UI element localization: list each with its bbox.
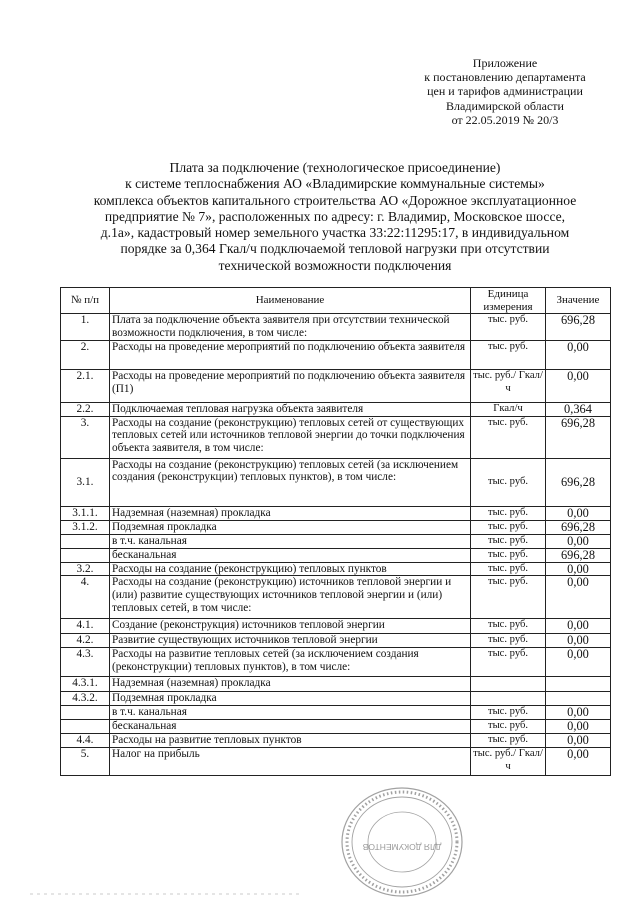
title-line: порядке за 0,364 Гкал/ч подключаемой тепловой нагрузки при отсутствии bbox=[120, 241, 550, 257]
appendix-line: цен и тарифов администрации bbox=[427, 84, 583, 99]
table-row bbox=[61, 676, 611, 691]
row-unit: тыс. руб. bbox=[471, 341, 546, 370]
row-num: 4.3. bbox=[61, 647, 110, 676]
table-row bbox=[61, 416, 611, 458]
scan-artifact-line bbox=[0, 890, 640, 900]
row-num: 2.2. bbox=[61, 403, 110, 417]
row-value: 0,00 bbox=[546, 341, 611, 370]
table-row bbox=[61, 562, 611, 576]
row-unit bbox=[471, 691, 546, 705]
appendix-line: Приложение bbox=[472, 56, 538, 70]
title-line: к системе теплоснабжения АО «Владимирские коммунальные системы» bbox=[125, 176, 545, 192]
row-name: в т.ч. канальная bbox=[110, 534, 471, 548]
row-unit: Гкал/ч bbox=[471, 403, 546, 417]
row-num bbox=[61, 534, 110, 548]
row-num: 4.2. bbox=[61, 634, 110, 648]
row-name: Расходы на создание (реконструкцию) источников тепловой энергии и (или) развитие существующих источников тепловой энергии и (или) тепловых сетей, в том числе: bbox=[110, 576, 471, 619]
table-row bbox=[61, 403, 611, 417]
row-value: 0,00 bbox=[546, 705, 611, 719]
row-value: 0,00 bbox=[546, 619, 611, 634]
row-unit: тыс. руб. bbox=[471, 719, 546, 733]
row-unit: тыс. руб. bbox=[471, 576, 546, 619]
table-row bbox=[61, 506, 611, 520]
table-row bbox=[61, 691, 611, 705]
table-row bbox=[61, 458, 611, 506]
row-value: 0,00 bbox=[546, 747, 611, 775]
row-unit: тыс. руб. bbox=[471, 416, 546, 458]
row-name: бесканальная bbox=[110, 719, 471, 733]
title-line: предприятие № 7», расположенных по адресу: г. Владимир, Московское шоссе, bbox=[104, 208, 566, 224]
table-row bbox=[61, 747, 611, 775]
row-unit: тыс. руб. bbox=[471, 458, 546, 506]
row-unit: тыс. руб. bbox=[471, 506, 546, 520]
row-num: 4.4. bbox=[61, 733, 110, 747]
table-row bbox=[61, 341, 611, 370]
appendix-line: к постановлению департамента bbox=[424, 70, 586, 85]
row-unit: тыс. руб. bbox=[471, 520, 546, 534]
row-name: Плата за подключение объекта заявителя при отсутствии технической возможности подключения, в том числе: bbox=[110, 314, 471, 341]
title-line: комплекса объектов капитального строительства АО «Дорожное эксплуатационное bbox=[93, 192, 577, 208]
row-num bbox=[61, 719, 110, 733]
row-num: 3.2. bbox=[61, 562, 110, 576]
row-num: 4. bbox=[61, 576, 110, 619]
appendix-line: от 22.05.2019 № 20/3 bbox=[451, 112, 559, 127]
header-unit: Единица измерения bbox=[471, 288, 546, 314]
table-row bbox=[61, 520, 611, 534]
row-name: в т.ч. канальная bbox=[110, 705, 471, 719]
row-unit: тыс. руб. bbox=[471, 647, 546, 676]
row-num bbox=[61, 548, 110, 562]
header-value: Значение bbox=[546, 288, 611, 314]
row-value: 0,00 bbox=[546, 576, 611, 619]
row-name: Надземная (наземная) прокладка bbox=[110, 676, 471, 691]
row-value: 0,00 bbox=[546, 634, 611, 648]
row-num: 4.3.1. bbox=[61, 676, 110, 691]
row-name: Создание (реконструкция) источников тепловой энергии bbox=[110, 619, 471, 634]
table-row bbox=[61, 733, 611, 747]
row-name: Расходы на развитие тепловых пунктов bbox=[110, 733, 471, 747]
row-value: 0,00 bbox=[546, 370, 611, 403]
row-value bbox=[546, 676, 611, 691]
row-num: 3.1. bbox=[61, 458, 110, 506]
row-name: Налог на прибыль bbox=[110, 747, 471, 775]
row-unit: тыс. руб. bbox=[471, 534, 546, 548]
row-value: 0,364 bbox=[546, 403, 611, 417]
row-value: 0,00 bbox=[546, 647, 611, 676]
table-row bbox=[61, 314, 611, 341]
table-row bbox=[61, 647, 611, 676]
header-num: № п/п bbox=[61, 288, 110, 314]
official-stamp bbox=[338, 782, 466, 900]
row-num: 2.1. bbox=[61, 370, 110, 403]
title-line: Плата за подключение (технологическое присоединение) bbox=[169, 160, 501, 175]
row-unit: тыс. руб. bbox=[471, 733, 546, 747]
row-unit: тыс. руб./ Гкал/ч bbox=[471, 370, 546, 403]
row-num: 1. bbox=[61, 314, 110, 341]
row-name: бесканальная bbox=[110, 548, 471, 562]
row-unit: тыс. руб. bbox=[471, 619, 546, 634]
row-name: Расходы на проведение мероприятий по подключению объекта заявителя bbox=[110, 341, 471, 370]
row-name: Расходы на развитие тепловых сетей (за исключением создания (реконструкции) тепловых пунктов), в том числе: bbox=[110, 647, 471, 676]
table-row bbox=[61, 619, 611, 634]
header-name: Наименование bbox=[110, 288, 471, 314]
row-name: Расходы на создание (реконструкцию) тепловых пунктов bbox=[110, 562, 471, 576]
row-num: 2. bbox=[61, 341, 110, 370]
appendix-line: Владимирской области bbox=[446, 98, 564, 113]
row-num: 5. bbox=[61, 747, 110, 775]
row-value: 0,00 bbox=[546, 534, 611, 548]
row-value: 0,00 bbox=[546, 562, 611, 576]
row-value: 696,28 bbox=[546, 548, 611, 562]
row-value: 696,28 bbox=[546, 416, 611, 458]
document-title bbox=[78, 160, 592, 274]
table-row bbox=[61, 370, 611, 403]
stamp-text: ДЛЯ ДОКУМЕНТОВ bbox=[362, 842, 442, 852]
row-name: Надземная (наземная) прокладка bbox=[110, 506, 471, 520]
row-unit: тыс. руб. bbox=[471, 548, 546, 562]
row-name: Подключаемая тепловая нагрузка объекта заявителя bbox=[110, 403, 471, 417]
row-name: Подземная прокладка bbox=[110, 691, 471, 705]
table-row bbox=[61, 576, 611, 619]
tariff-table bbox=[60, 287, 611, 776]
row-name: Подземная прокладка bbox=[110, 520, 471, 534]
row-value: 696,28 bbox=[546, 458, 611, 506]
title-line: технической возможности подключения bbox=[218, 257, 452, 273]
appendix-header bbox=[400, 56, 610, 127]
row-name: Расходы на создание (реконструкцию) тепловых сетей (за исключением создания (реконструкции) тепловых пунктов), в том числе: bbox=[110, 458, 471, 506]
row-unit: тыс. руб. bbox=[471, 705, 546, 719]
row-name: Расходы на создание (реконструкцию) тепловых сетей от существующих тепловых сетей или источников тепловой энергии до точки подключения объекта заявителя, в том числе: bbox=[110, 416, 471, 458]
title-line: д.1а», кадастровый номер земельного участка 33:22:11295:17, в индивидуальном bbox=[100, 225, 570, 241]
row-value: 0,00 bbox=[546, 719, 611, 733]
row-unit bbox=[471, 676, 546, 691]
row-unit: тыс. руб. bbox=[471, 314, 546, 341]
row-value: 0,00 bbox=[546, 506, 611, 520]
row-num: 3.1.2. bbox=[61, 520, 110, 534]
table-row bbox=[61, 705, 611, 719]
row-value: 696,28 bbox=[546, 314, 611, 341]
table-row bbox=[61, 719, 611, 733]
row-num: 4.3.2. bbox=[61, 691, 110, 705]
row-value: 0,00 bbox=[546, 733, 611, 747]
row-unit: тыс. руб./ Гкал/ч bbox=[471, 747, 546, 775]
row-unit: тыс. руб. bbox=[471, 634, 546, 648]
row-value bbox=[546, 691, 611, 705]
row-name: Развитие существующих источников тепловой энергии bbox=[110, 634, 471, 648]
row-value: 696,28 bbox=[546, 520, 611, 534]
row-unit: тыс. руб. bbox=[471, 562, 546, 576]
table-row bbox=[61, 548, 611, 562]
row-num: 3.1.1. bbox=[61, 506, 110, 520]
row-num bbox=[61, 705, 110, 719]
row-num: 3. bbox=[61, 416, 110, 458]
row-name: Расходы на проведение мероприятий по подключению объекта заявителя (П1) bbox=[110, 370, 471, 403]
table-row bbox=[61, 634, 611, 648]
table-row bbox=[61, 534, 611, 548]
row-num: 4.1. bbox=[61, 619, 110, 634]
